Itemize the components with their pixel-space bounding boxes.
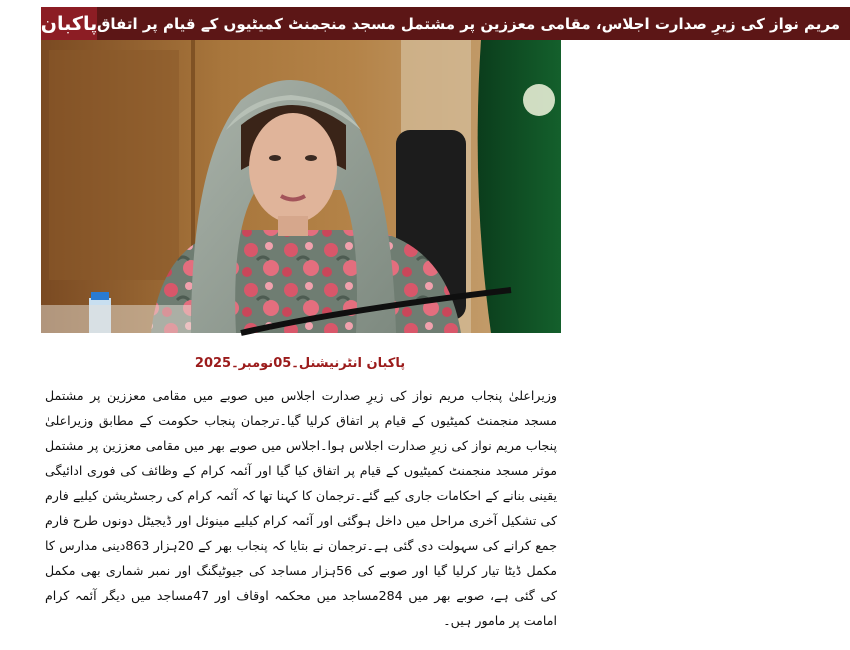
- news-photo: [41, 40, 561, 333]
- headline: مریم نواز کی زیرِ صدارت اجلاس، مقامی معززین پر مشتمل مسجد منجمنٹ کمیٹیوں کے قیام پر اتفاق: [97, 7, 850, 40]
- brand-logo: پاکبان: [41, 7, 97, 40]
- news-header-bar: [40, 7, 841, 40]
- article-body: وزیراعلیٰ پنجاب مریم نواز کی زیرِ صدارت اجلاس میں صوبے میں مقامی معززین پر مشتمل مسجد منجمنٹ کمیٹیوں کے قیام پر اتفاق کرلیا گیا۔ترجمان پنجاب حکومت کے مطابق وزیراعلیٰ پنجاب مریم نواز کی زیرِ صدارت اجلاس ہوا۔اجلاس میں صوبے بھر میں مقامی معززین پر مشتمل موثر مسجد منجمنٹ کمیٹیوں کے قیام پر اتفاق کیا گیا اور آئمہ کرام کے وظائف کی فوری ادائیگی یقینی بنانے کے احکامات جاری کیے گئے۔ترجمان کا کہنا تھا کہ آئمہ کرام کی رجسٹریشن کیلیے فارم کی تشکیل آخری مراحل میں داخل ہوگئی اور آئمہ کرام کیلیے مینوئل اور ڈیجیٹل دونوں طرح فارم جمع کرانے کی سہولت دی گئی ہے۔ترجمان نے بتایا کہ پنجاب بھر کے 20ہزار 863دینی مدارس کا مکمل ڈیٹا تیار کرلیا گیا اور صوبے کی 56ہزار مساجد کی جیوٹیگنگ اور نمبر شماری بھی مکمل کی گئی ہے، صوبے بھر میں 284مساجد میں محکمہ اوقاف اور 47مساجد میں دیگر آئمہ کرام امامت پر مامور ہیں۔: [45, 388, 557, 628]
- dateline: پاکبان انٹرنیشنل۔05نومبر۔2025: [194, 356, 406, 371]
